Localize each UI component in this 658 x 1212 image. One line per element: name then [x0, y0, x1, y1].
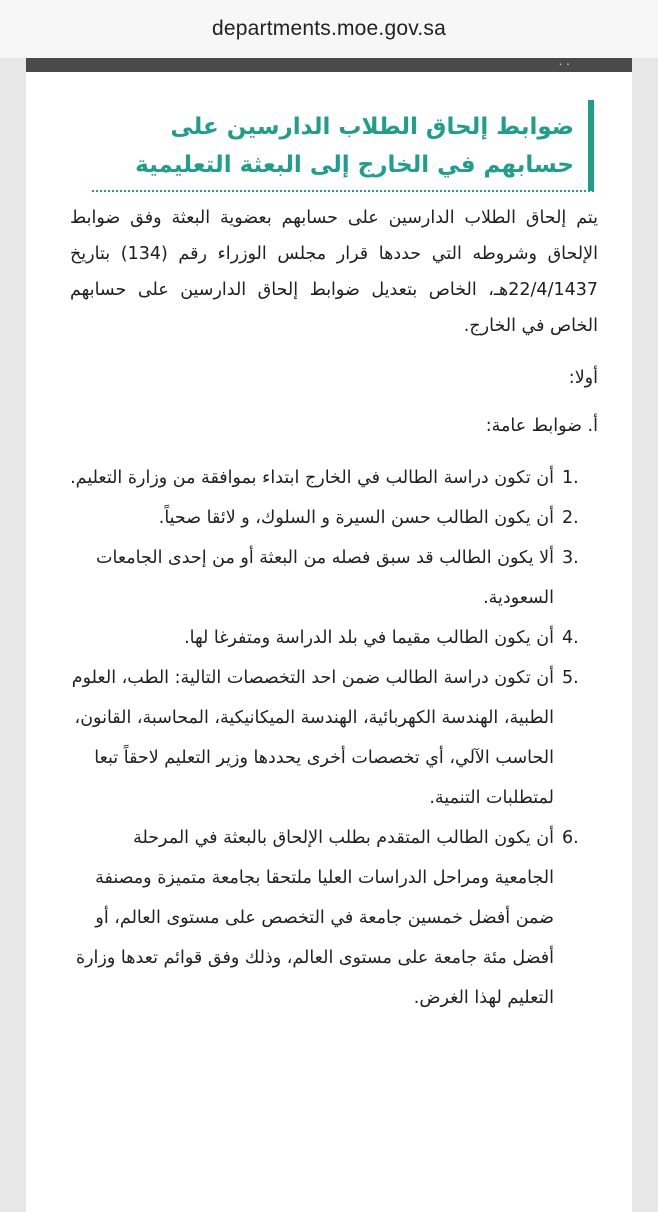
list-item	[70, 618, 598, 658]
article-intro: يتم إلحاق الطلاب الدارسين على حسابهم بعضوية البعثة وفق ضوابط الإلحاق وشروطه التي حددها قرار مجلس الوزراء رقم (134) بتاريخ 22/4/1437هـ، الخاص بتعديل ضوابط إلحاق الدارسين على حسابهم الخاص في الخارج.	[70, 208, 598, 336]
article-title-box	[92, 100, 594, 192]
list-item	[70, 658, 598, 818]
list-item-number: 3.	[562, 548, 579, 568]
list-item-text: أن تكون دراسة الطالب ضمن احد التخصصات التالية: الطب، العلوم الطبية، الهندسة الكهربائية، الهندسة الميكانيكية، المحاسبة، القانون، الحاسب الآلي، أي تخصصات أخرى يحددها وزير التعليم لاحقاً تبعا لمتطلبات التنمية.	[71, 668, 554, 808]
list-item	[70, 458, 598, 498]
list-item-text: ألا يكون الطالب قد سبق فصله من البعثة أو من إحدى الجامعات السعودية.	[96, 548, 554, 608]
article-title: ضوابط إلحاق الطلاب الدارسين على حسابهم في الخارج إلى البعثة التعليمية	[135, 114, 574, 178]
list-item-text: أن يكون الطالب حسن السيرة و السلوك، و لائقا صحياً.	[158, 508, 554, 528]
list-item-number: 4.	[562, 628, 579, 648]
article-content	[70, 200, 598, 1018]
list-item-number: 5.	[562, 668, 579, 688]
list-item	[70, 498, 598, 538]
list-item-text: أن يكون الطالب المتقدم بطلب الإلحاق بالبعثة في المرحلة الجامعية ومراحل الدراسات العليا ملتحقا بجامعة متميزة ومصنفة ضمن أفضل خمسين جامعة في التخصص على مستوى العالم، أو أفضل مئة جامعة على مستوى العالم، وذلك وفق قوائم تعدها وزارة التعليم لهذا الغرض.	[75, 828, 554, 1008]
rules-list	[70, 458, 598, 1018]
browser-address-bar[interactable]	[0, 0, 658, 58]
section-label: أولا:	[568, 368, 598, 388]
list-item-number: 1.	[562, 468, 579, 488]
list-item	[70, 818, 598, 1018]
list-item-text: أن تكون دراسة الطالب في الخارج ابتداء بموافقة من وزارة التعليم.	[70, 468, 554, 488]
url-text: departments.moe.gov.sa	[212, 17, 446, 40]
header-partial-text: . .	[558, 54, 570, 68]
list-item-number: 6.	[562, 828, 579, 848]
site-header-strip	[26, 54, 632, 72]
list-item-number: 2.	[562, 508, 579, 528]
list-item	[70, 538, 598, 618]
sub-section-label: أ. ضوابط عامة:	[485, 416, 598, 436]
list-item-text: أن يكون الطالب مقيما في بلد الدراسة ومتفرغا لها.	[184, 628, 554, 648]
